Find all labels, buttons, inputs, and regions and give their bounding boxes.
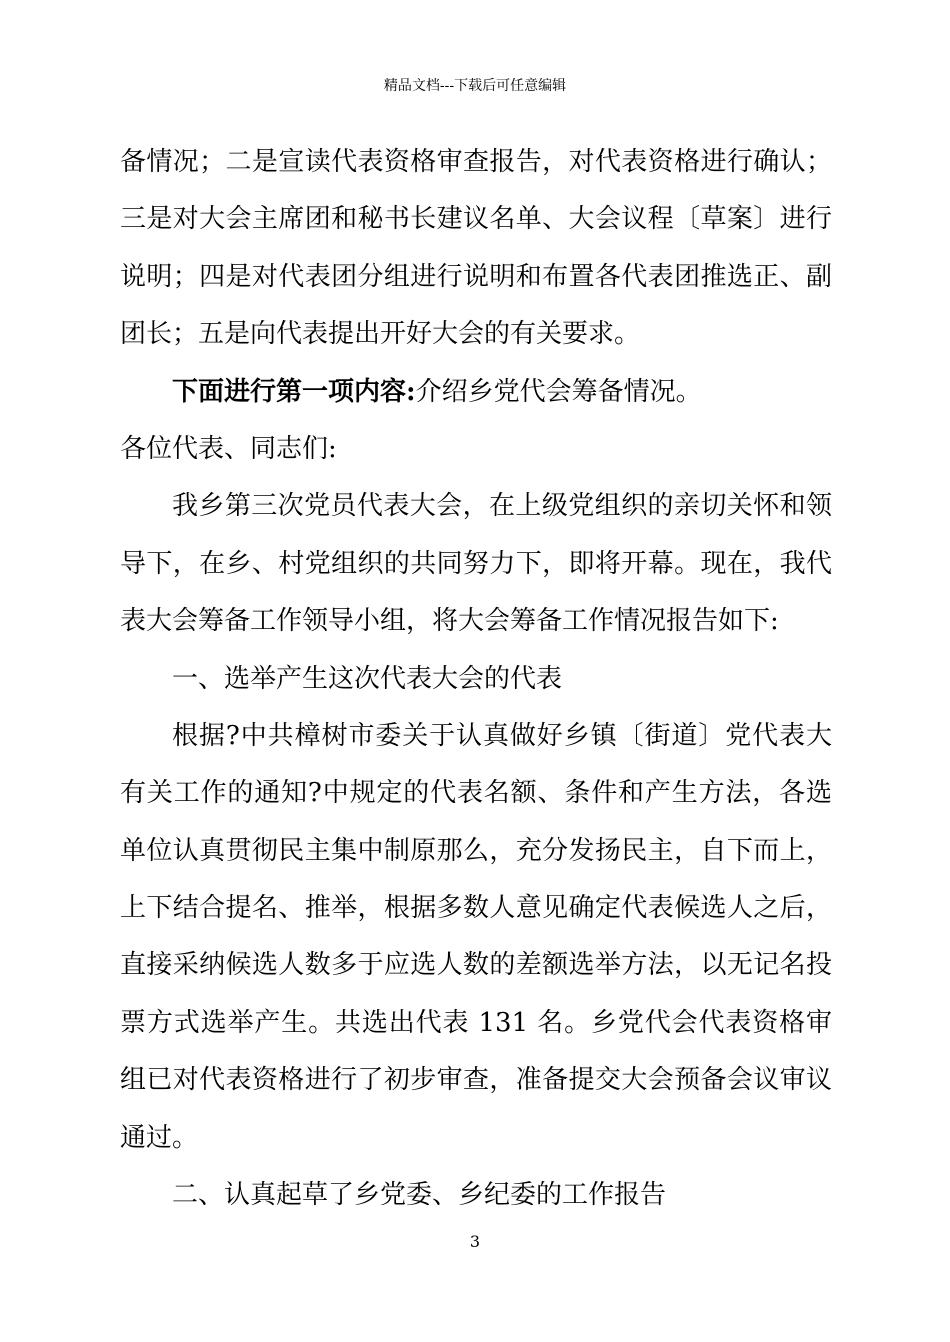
paragraph-line: 组已对代表资格进行了初步审查，准备提交大会预备会议审议	[120, 1065, 832, 1096]
document-body	[120, 134, 832, 1224]
paragraph-line: 说明；四是对代表团分组进行说明和布置各代表团推选正、副	[120, 261, 832, 292]
paragraph-line: 上下结合提名、推举，根据多数人意见确定代表候选人之后，	[120, 893, 832, 924]
paragraph-line: 导下，在乡、村党组织的共同努力下，即将开幕。现在，我代	[120, 548, 832, 579]
paragraph-line: 团长；五是向代表提出开好大会的有关要求。	[120, 319, 641, 350]
paragraph-line: 有关工作的通知?中规定的代表名额、条件和产生方法，各选	[120, 778, 832, 809]
paragraph-line: 我乡第三次党员代表大会，在上级党组织的亲切关怀和领	[172, 491, 832, 522]
page-number: 3	[469, 1232, 481, 1251]
salutation-line: 各位代表、同志们:	[120, 433, 337, 464]
paragraph-line: 备情况；二是宣读代表资格审查报告，对代表资格进行确认；	[120, 147, 832, 177]
paragraph-line: 三是对大会主席团和秘书长建议名单、大会议程〔草案〕进行	[120, 204, 832, 235]
section-lead-bold: 下面进行第一项内容:	[172, 376, 416, 407]
section-heading: 二、认真起草了乡党委、乡纪委的工作报告	[172, 1180, 667, 1211]
section-lead-text: 介绍乡党代会筹备情况。	[415, 376, 702, 407]
paragraph-line: 直接采纳候选人数多于应选人数的差额选举方法，以无记名投	[120, 950, 832, 981]
paragraph-line: 单位认真贯彻民主集中制原那么，充分发扬民主，自下而上，	[120, 835, 832, 866]
paragraph-line: 票方式选举产生。共选出代表 131 名。乡党代会代表资格审	[120, 1007, 832, 1038]
paragraph-line: 通过。	[120, 1122, 199, 1153]
page-header: 精品文档---下载后可任意编辑	[383, 78, 567, 94]
section-heading: 一、选举产生这次代表大会的代表	[172, 663, 563, 694]
section-lead-line	[120, 364, 832, 421]
paragraph-line: 根据?中共樟树市委关于认真做好乡镇〔街道〕党代表大	[172, 720, 832, 751]
paragraph-line: 表大会筹备工作领导小组，将大会筹备工作情况报告如下:	[120, 606, 779, 637]
